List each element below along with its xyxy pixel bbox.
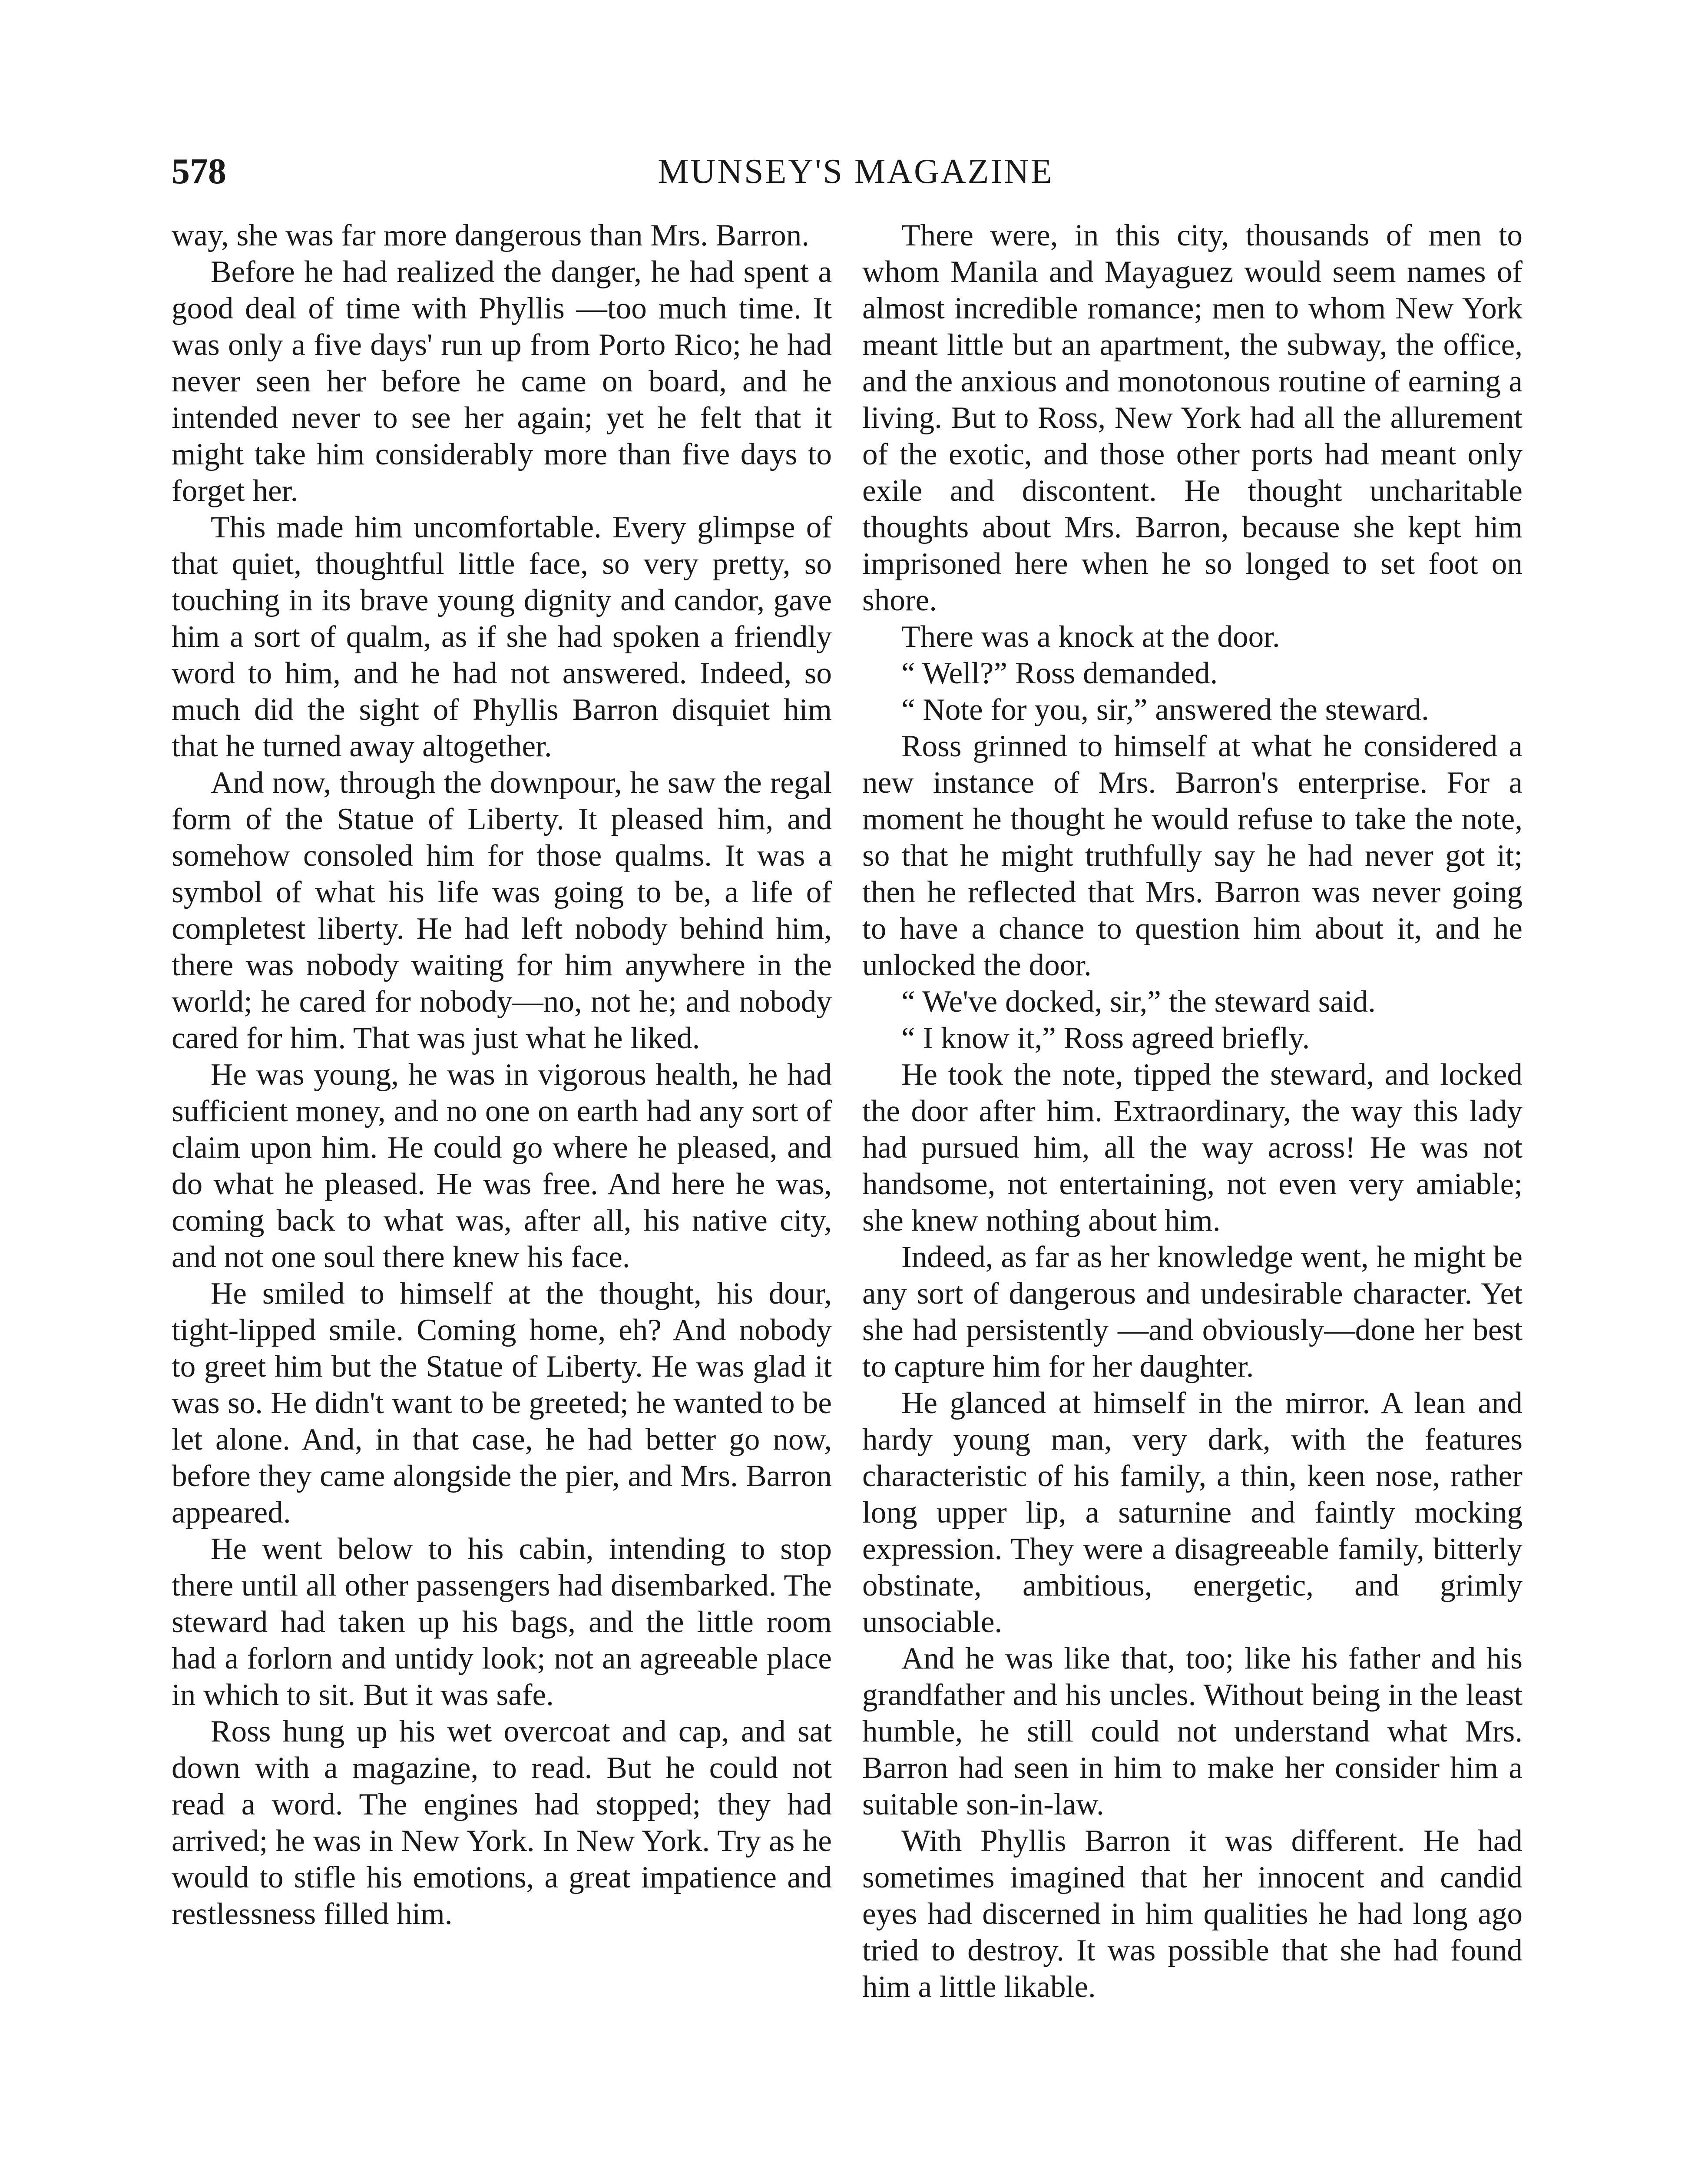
left-column	[172, 217, 832, 1932]
running-head: MUNSEY'S MAGAZINE	[658, 152, 1054, 191]
paragraph: Indeed, as far as her knowledge went, he might be any sort of dangerous and undesirable character. Yet she had persistently —and obviously—done her best to capture him for her daughter.	[862, 1240, 1523, 1384]
paragraph: He was young, he was in vigorous health, he had sufficient money, and no one on earth had any sort of claim upon him. He could go where he pleased, and do what he pleased. He was free. And here he was, coming back to what was, after all, his native city, and not one soul there knew his face.	[172, 1058, 832, 1274]
paragraph: And he was like that, too; like his father and his grandfather and his uncles. Without being in the least humble, he still could not understand what Mrs. Barron had seen in him to make her consider him a suitable son-in-law.	[862, 1642, 1523, 1821]
paragraph: “ Well?” Ross demanded.	[901, 656, 1218, 690]
paragraph: And now, through the downpour, he saw the regal form of the Statue of Liberty. It pleased him, and somehow consoled him for those qualms. It was a symbol of what his life was going to be, a life of completest liberty. He had left nobody behind him, there was nobody waiting for him anywhere in the world; he cared for nobody—no, not he; and nobody cared for him. That was just what he liked.	[172, 766, 832, 1055]
paragraph: There were, in this city, thousands of men to whom Manila and Mayaguez would seem names of almost incredible romance; men to whom New York meant little but an apartment, the subway, the office, and the anxious and monotonous routine of earning a living. But to Ross, New York had all the allurement of the exotic, and those other ports had meant only exile and discontent. He thought uncharitable thoughts about Mrs. Barron, because she kept him imprisoned here when he so longed to set foot on shore.	[862, 219, 1523, 617]
paragraph: He took the note, tipped the steward, and locked the door after him. Extraordinary, the way this lady had pursued him, all the way across! He was not handsome, not entertaining, not even very amiable; she knew nothing about him.	[862, 1058, 1523, 1238]
right-column	[862, 217, 1523, 2005]
paragraph: “ Note for you, sir,” answered the steward.	[901, 693, 1429, 727]
paragraph: way, she was far more dangerous than Mrs. Barron.	[172, 219, 810, 252]
paragraph: “ I know it,” Ross agreed briefly.	[901, 1021, 1310, 1055]
paragraph: Ross hung up his wet overcoat and cap, and sat down with a magazine, to read. But he could not read a word. The engines had stopped; they had arrived; he was in New York. In New York. Try as he would to stifle his emotions, a great impatience and restlessness filled him.	[172, 1715, 832, 1931]
paragraph: He glanced at himself in the mirror. A lean and hardy young man, very dark, with the features characteristic of his family, a thin, keen nose, rather long upper lip, a saturnine and faintly mocking expression. They were a disagreeable family, bitterly obstinate, ambitious, energetic, and grimly unsociable.	[862, 1386, 1523, 1639]
paragraph: Ross grinned to himself at what he considered a new instance of Mrs. Barron's enterprise. For a moment he thought he would refuse to take the note, so that he might truthfully say he had never got it; then he reflected that Mrs. Barron was never going to have a chance to question him about it, and he unlocked the door.	[862, 729, 1523, 982]
page-header	[172, 148, 1540, 195]
paragraph: He smiled to himself at the thought, his dour, tight-lipped smile. Coming home, eh? And nobody to greet him but the Statue of Liberty. He was glad it was so. He didn't want to be greeted; he wanted to be let alone. And, in that case, he had better go now, before they came alongside the pier, and Mrs. Barron appeared.	[172, 1277, 832, 1530]
paragraph: With Phyllis Barron it was different. He had sometimes imagined that her innocent and candid eyes had discerned in him qualities he had long ago tried to destroy. It was possible that she had found him a little likable.	[862, 1824, 1523, 2004]
paragraph: There was a knock at the door.	[901, 620, 1280, 654]
paragraph: Before he had realized the danger, he had spent a good deal of time with Phyllis —too much time. It was only a five days' run up from Porto Rico; he had never seen her before he came on board, and he intended never to see her again; yet he felt that it might take him considerably more than five days to forget her.	[172, 255, 832, 508]
paragraph: “ We've docked, sir,” the steward said.	[901, 985, 1376, 1019]
page-number: 578	[172, 151, 226, 192]
paragraph: This made him uncomfortable. Every glimpse of that quiet, thoughtful little face, so very pretty, so touching in its brave young dignity and candor, gave him a sort of qualm, as if she had spoken a friendly word to him, and he had not answered. Indeed, so much did the sight of Phyllis Barron disquiet him that he turned away altogether.	[172, 510, 832, 763]
paragraph: He went below to his cabin, intending to stop there until all other passengers had disembarked. The steward had taken up his bags, and the little room had a forlorn and untidy look; not an agreeable place in which to sit. But it was safe.	[172, 1532, 832, 1712]
